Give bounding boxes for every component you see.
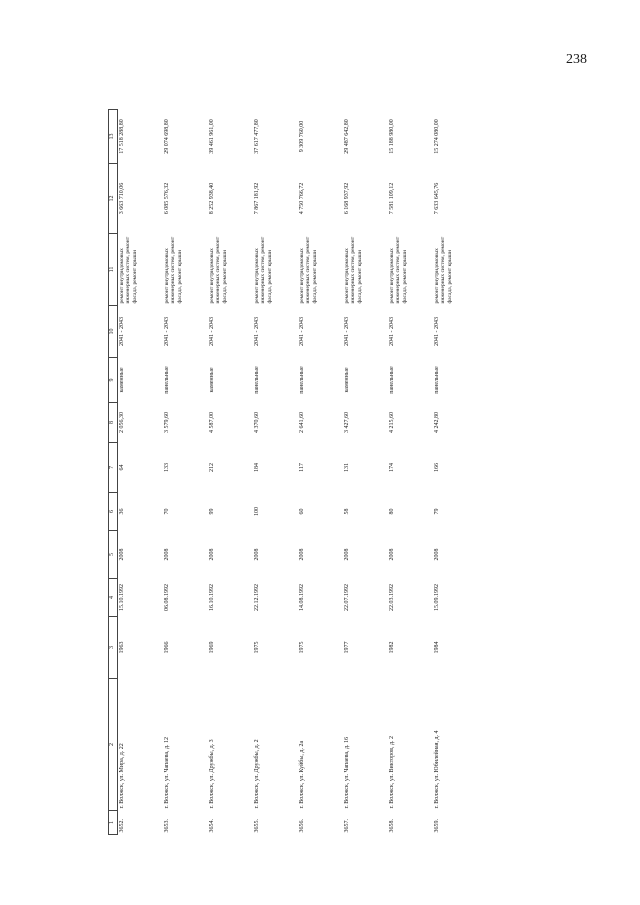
period-cell: 2041 - 2043: [434, 317, 440, 346]
period-cell: 2041 - 2043: [389, 317, 395, 346]
column-header: 9: [109, 358, 118, 403]
table-row: [253, 110, 298, 835]
apartments-cell: 60: [299, 508, 305, 515]
cost-cell: 8 252 938,40: [209, 182, 215, 215]
table-row: [343, 110, 388, 835]
table-row: [208, 110, 253, 835]
cost-cell: 4 750 766,72: [299, 182, 305, 215]
work-type-cell: ремонт внутридомовых инженерных систем, ремонт фасада, ремонт крыши: [389, 236, 408, 304]
column-header: 7: [109, 443, 118, 493]
wall-material-cell: каменные: [119, 367, 125, 393]
year-cell: 2008: [299, 548, 305, 561]
column-header: 10: [109, 306, 118, 358]
area-cell: 4 370,60: [254, 412, 260, 433]
date-cell: 06.08.1992: [164, 584, 170, 611]
year-built-cell: 1975: [299, 641, 305, 654]
cost-cell: 6 168 937,92: [344, 182, 350, 215]
work-type-cell: ремонт внутридомовых инженерных систем, ремонт фасада, ремонт крыши: [164, 236, 183, 304]
area-cell: 4 587,00: [209, 412, 215, 433]
date-cell: 22.03.1992: [389, 584, 395, 611]
column-header: 8: [109, 403, 118, 443]
row-number: 3658.: [389, 819, 395, 833]
period-cell: 2041 - 2043: [119, 317, 125, 346]
area-cell: 3 427,60: [344, 412, 350, 433]
row-number: 3655.: [254, 819, 260, 833]
total-cost-cell: 17 518 288,80: [119, 119, 125, 154]
year-built-cell: 1975: [254, 641, 260, 654]
address-cell: г. Волжск, ул. Дружбы, д. 2: [254, 739, 260, 809]
cost-cell: 7 867 181,92: [254, 182, 260, 215]
area-cell: 4 242,80: [434, 412, 440, 433]
year-cell: 2008: [119, 548, 125, 561]
work-type-cell: ремонт внутридомовых инженерных систем, ремонт фасада, ремонт крыши: [344, 236, 363, 304]
page-number: 238: [566, 52, 587, 67]
row-number: 3657.: [344, 819, 350, 833]
area-cell: 2 641,60: [299, 412, 305, 433]
header-row: [109, 110, 118, 835]
table-row: [433, 110, 478, 835]
address-cell: г. Волжск, ул. Мира, д. 22: [119, 743, 125, 809]
period-cell: 2041 - 2043: [344, 317, 350, 346]
column-header: 4: [109, 579, 118, 617]
address-cell: г. Волжск, ул. Викторов, д. 2: [389, 735, 395, 809]
date-cell: 14.08.1992: [299, 584, 305, 611]
total-cost-cell: 9 309 760,00: [299, 120, 305, 153]
row-number: 3659.: [434, 819, 440, 833]
capital-repair-table: [108, 109, 478, 835]
apartments-cell: 80: [389, 508, 395, 515]
work-type-cell: ремонт внутридомовых инженерных систем, ремонт фасада, ремонт крыши: [434, 236, 453, 304]
residents-cell: 64: [119, 464, 125, 471]
total-cost-cell: 29 074 698,80: [164, 119, 170, 154]
address-cell: г. Волжск, ул. Дружбы, д. 3: [209, 739, 215, 809]
year-cell: 2008: [164, 548, 170, 561]
residents-cell: 184: [254, 463, 260, 472]
wall-material-cell: панельные: [164, 366, 170, 394]
apartments-cell: 70: [164, 508, 170, 515]
year-built-cell: 1969: [209, 641, 215, 654]
column-header: 2: [109, 679, 118, 811]
wall-material-cell: панельные: [254, 366, 260, 394]
total-cost-cell: 29 487 642,80: [344, 119, 350, 154]
address-cell: г. Волжск, ул. Юбилейная, д. 4: [434, 730, 440, 809]
year-built-cell: 1982: [389, 641, 395, 654]
cost-cell: 7 581 109,12: [389, 182, 395, 215]
year-cell: 2008: [344, 548, 350, 561]
cost-cell: 3 663 710,06: [119, 182, 125, 215]
residents-cell: 133: [164, 463, 170, 472]
rotated-table-wrapper: [108, 110, 518, 835]
cost-cell: 6 085 576,32: [164, 182, 170, 215]
column-header: 6: [109, 493, 118, 531]
date-cell: 22.07.1992: [344, 584, 350, 611]
year-built-cell: 1963: [119, 641, 125, 654]
total-cost-cell: 37 617 477,80: [254, 119, 260, 154]
wall-material-cell: каменные: [209, 367, 215, 393]
work-type-cell: ремонт внутридомовых инженерных систем, ремонт фасада, ремонт крыши: [119, 236, 138, 304]
year-built-cell: 1984: [434, 641, 440, 654]
year-cell: 2008: [254, 548, 260, 561]
apartments-cell: 58: [344, 508, 350, 515]
address-cell: г. Волжск, ул. Чапаева, д. 16: [344, 736, 350, 809]
table-row: [163, 110, 208, 835]
wall-material-cell: панельные: [434, 366, 440, 394]
period-cell: 2041 - 2043: [164, 317, 170, 346]
date-cell: 16.10.1992: [209, 584, 215, 611]
total-cost-cell: 15 188 980,00: [389, 119, 395, 154]
address-cell: г. Волжск, ул. Куйбы, д. 2а: [299, 740, 305, 809]
period-cell: 2041 - 2043: [299, 317, 305, 346]
total-cost-cell: 15 274 080,00: [434, 119, 440, 154]
column-header: 12: [109, 164, 118, 234]
wall-material-cell: панельные: [389, 366, 395, 394]
period-cell: 2041 - 2043: [209, 317, 215, 346]
residents-cell: 166: [434, 463, 440, 472]
apartments-cell: 100: [254, 507, 260, 516]
residents-cell: 117: [299, 463, 305, 472]
column-header: 3: [109, 617, 118, 679]
wall-material-cell: каменные: [344, 367, 350, 393]
total-cost-cell: 39 461 961,00: [209, 119, 215, 154]
row-number: 3656.: [299, 819, 305, 833]
column-header: 11: [109, 234, 118, 306]
area-cell: 3 579,60: [164, 412, 170, 433]
year-cell: 2008: [209, 548, 215, 561]
row-number: 3652.: [119, 819, 125, 833]
work-type-cell: ремонт внутридомовых инженерных систем, ремонт фасада, ремонт крыши: [254, 236, 273, 304]
area-cell: 2 056,30: [119, 412, 125, 433]
date-cell: 22.12.1992: [254, 584, 260, 611]
wall-material-cell: панельные: [299, 366, 305, 394]
column-header: 5: [109, 531, 118, 579]
work-type-cell: ремонт внутридомовых инженерных систем, ремонт фасада, ремонт крыши: [299, 236, 318, 304]
apartments-cell: 79: [434, 508, 440, 515]
date-cell: 15.10.1992: [119, 584, 125, 611]
table-row: [118, 110, 164, 835]
row-number: 3653.: [164, 819, 170, 833]
table-row: [388, 110, 433, 835]
year-cell: 2008: [434, 548, 440, 561]
apartments-cell: 36: [119, 508, 125, 515]
cost-cell: 7 633 645,76: [434, 182, 440, 215]
period-cell: 2041 - 2043: [254, 317, 260, 346]
address-cell: г. Волжск, ул. Чапаева, д. 12: [164, 736, 170, 809]
date-cell: 15.09.1992: [434, 584, 440, 611]
residents-cell: 174: [389, 463, 395, 472]
row-number: 3654.: [209, 819, 215, 833]
work-type-cell: ремонт внутридомовых инженерных систем, ремонт фасада, ремонт крыши: [209, 236, 228, 304]
residents-cell: 131: [344, 463, 350, 472]
column-header: 13: [109, 110, 118, 164]
year-cell: 2008: [389, 548, 395, 561]
year-built-cell: 1966: [164, 641, 170, 654]
area-cell: 4 215,60: [389, 412, 395, 433]
table-row: [298, 110, 343, 835]
apartments-cell: 99: [209, 508, 215, 515]
column-header: 1: [109, 811, 118, 835]
year-built-cell: 1977: [344, 641, 350, 654]
residents-cell: 212: [209, 463, 215, 472]
